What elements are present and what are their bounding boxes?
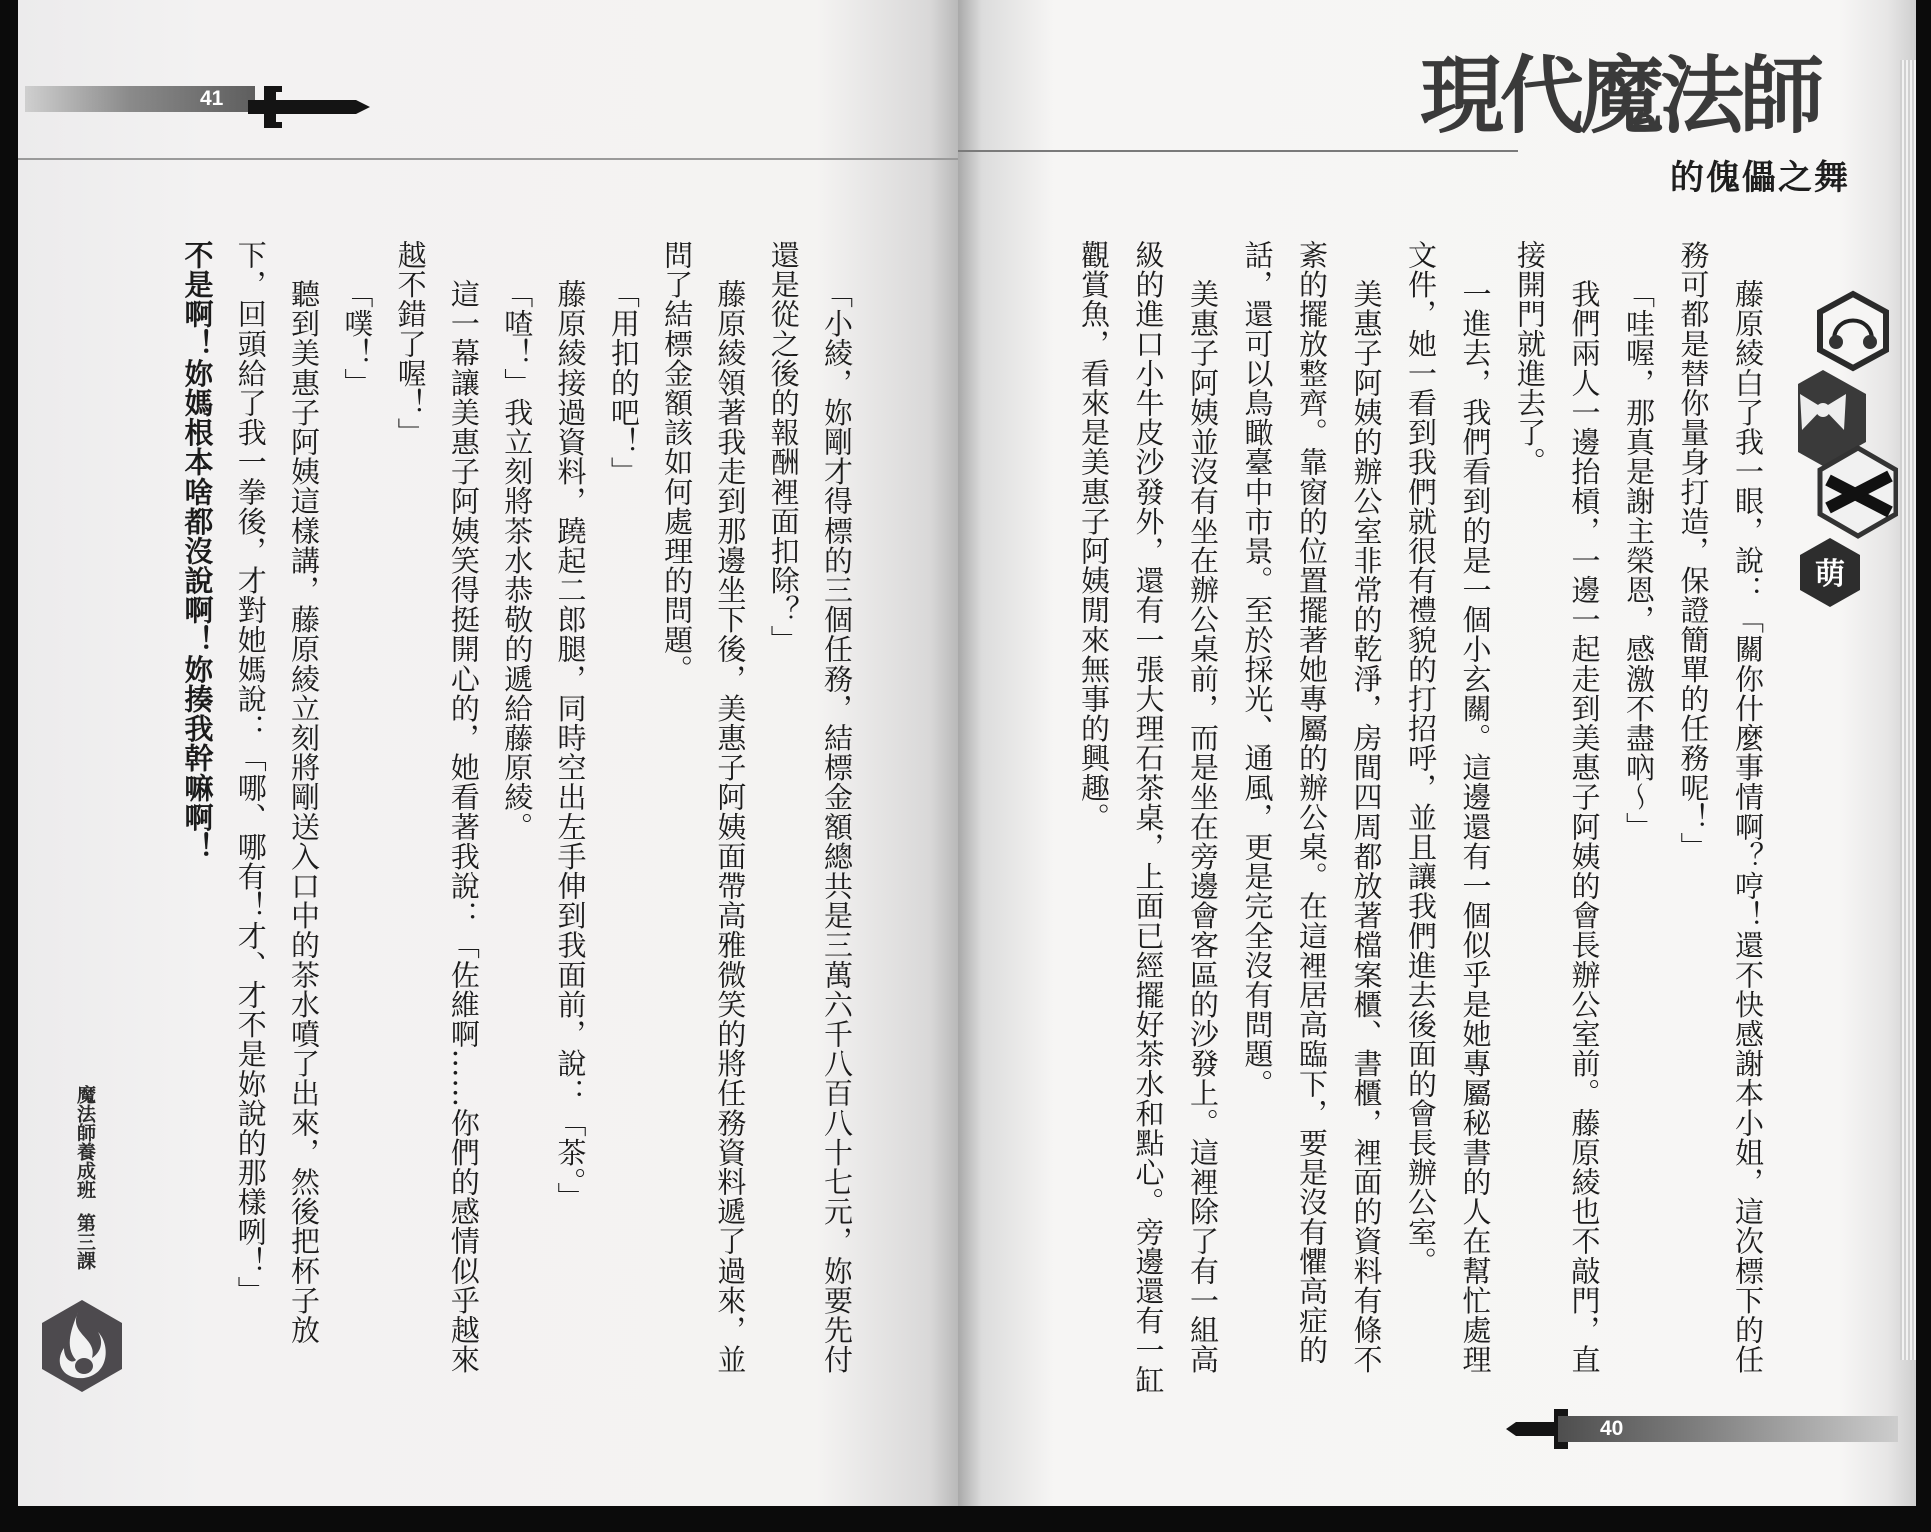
page-number-bar [25,86,255,112]
text-line: 美惠子阿姨的辦公室非常的乾淨，房間四周都放著檔案櫃、書櫃，裡面的資料有條不 [1349,279,1384,1375]
decorative-hexagons [1798,290,1898,630]
text-line: 越不錯了喔！」 [393,240,428,448]
text-line: 美惠子阿姨並沒有坐在辦公桌前，而是坐在旁邊會客區的沙發上。這裡除了有一組高 [1186,279,1220,1375]
header-rule [958,150,1518,152]
text-line: 接開門就進去了。 [1513,240,1547,477]
text-line: 還是從之後的報酬裡面扣除？」 [766,240,801,655]
book-title: 現代魔法師 [1420,47,1821,145]
page-number: 41 [200,87,224,110]
text-line: 級的進口小牛皮沙發外，還有一張大理石茶桌，上面已經擺好茶水和點心。旁邊還有一缸 [1131,240,1166,1395]
text-line: 聽到美惠子阿姨這樣講，藤原綾立刻將剛送入口中的茶水噴了出來，然後把杯子放 [287,279,322,1345]
text-line: 紊的擺放整齊。靠窗的位置擺著她專屬的辦公桌。在這裡居高臨下，要是沒有懼高症的 [1295,240,1329,1365]
text-line: 「小綾，妳剛才得標的三個任務，結標金額總共是三萬六千八百八十七元，妳要先付 [820,279,854,1375]
left-body-text [170,240,863,1380]
text-line: 這一幕讓美惠子阿姨笑得挺開心的，她看著我說：「佐維啊……你們的感情似乎越來 [446,279,481,1375]
text-line: 觀賞魚，看來是美惠子阿姨閒來無事的興趣。 [1077,240,1111,832]
text-line: 下，回頭給了我一拳後，才對她媽說：「哪、哪有！才、才不是妳說的那樣咧！」 [233,240,268,1306]
text-line: 「喳！」我立刻將茶水恭敬的遞給藤原綾。 [500,279,535,842]
series-label: 魔法師養成班 [74,1085,96,1199]
page-number-bar [1558,1416,1898,1442]
left-page [18,0,958,1506]
svg-text:萌: 萌 [1815,557,1845,592]
text-line: 「噗！」 [340,279,375,398]
flame-icon [38,1298,126,1394]
moe-badge-icon [1800,538,1860,607]
text-line: 一進去，我們看到的是一個小玄關。這邊還有一個似乎是她專屬秘書的人在幫忙處理 [1458,279,1493,1375]
book-subtitle: 的傀儡之舞 [1670,158,1850,198]
page-edge [1900,60,1916,1360]
text-line: 藤原綾接過資料，蹺起二郎腿，同時空出左手伸到我面前，說：「茶。」 [553,279,588,1212]
text-line: 問了結標金額該如何處理的問題。 [660,240,695,684]
crossed-bands-icon [1820,448,1896,536]
sword-icon [248,82,378,132]
text-line: 藤原綾領著我走到那邊坐下後，美惠子阿姨面帶高雅微笑的將任務資料遞了過來，並 [713,279,748,1375]
lesson-label: 第三課 [74,1213,96,1270]
text-line: 文件，她一看到我們就很有禮貌的打招呼，並且讓我們進去後面的會長辦公室。 [1404,240,1438,1276]
text-line: 務可都是替你量身打造，保證簡單的任務呢！」 [1676,240,1711,862]
text-line: 話，還可以鳥瞰臺中市景。至於採光、通風，更是完全沒有問題。 [1240,240,1275,1099]
header-rule [18,158,958,160]
right-page [958,0,1916,1506]
text-line: 「哇喔，那真是謝主榮恩，感激不盡吶～」 [1622,279,1656,842]
right-body-text [1067,240,1776,1395]
text-line: 不是啊！妳媽根本啥都沒說啊！妳揍我幹嘛啊！ [180,240,215,862]
page-number: 40 [1600,1417,1624,1440]
text-line: 「用扣的吧！」 [606,279,641,487]
headphones-icon [1820,294,1886,368]
text-line: 我們兩人一邊抬槓，一邊一起走到美惠子阿姨的會長辦公室前。藤原綾也不敲門，直 [1567,279,1602,1375]
running-footer [74,1085,96,1270]
text-line: 藤原綾白了我一眼，說：「關你什麼事情啊？哼！還不快感謝本小姐，這次標下的任 [1731,279,1765,1375]
